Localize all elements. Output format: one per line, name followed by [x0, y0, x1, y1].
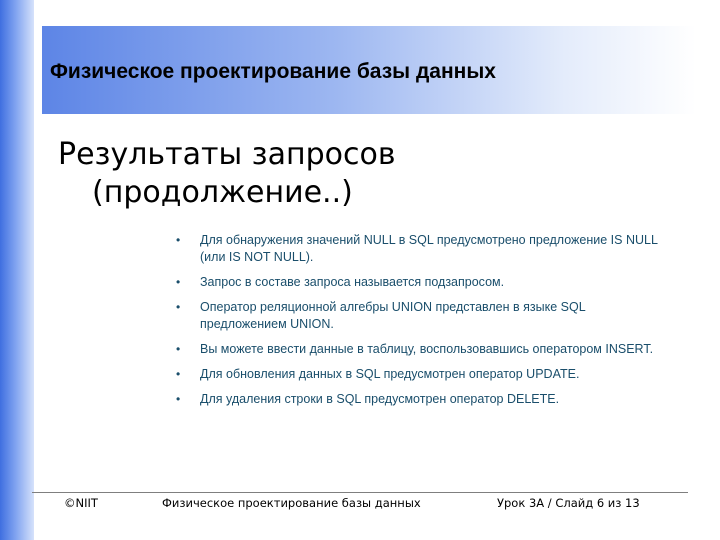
bullet-text: Для удаления строки в SQL предусмотрен оператор DELETE. [200, 392, 560, 406]
left-gradient-stripe [0, 0, 34, 540]
bullet-item [176, 232, 666, 266]
slide-title: Физическое проектирование базы данных [50, 60, 496, 83]
bullet-item [176, 341, 666, 358]
footer-course-title: Физическое проектирование базы данных [162, 496, 421, 510]
bullet-text: Для обновления данных в SQL предусмотрен оператор UPDATE. [200, 367, 580, 381]
bullet-text: Запрос в составе запроса называется подзапросом. [200, 275, 505, 289]
bullet-icon: • [176, 233, 181, 247]
bullet-item [176, 366, 666, 383]
footer-divider [32, 492, 688, 493]
heading-line-2: (продолжение..) [92, 175, 353, 210]
heading-line-1: Результаты запросов [58, 137, 396, 172]
bullet-item [176, 299, 666, 333]
bullet-icon: • [176, 275, 181, 289]
bullet-item [176, 391, 666, 408]
bullet-icon: • [176, 367, 181, 381]
footer-copyright: ©NIIT [64, 496, 98, 510]
bullet-item [176, 274, 666, 291]
bullet-text: Вы можете ввести данные в таблицу, воспользовавшись оператором INSERT. [200, 342, 654, 356]
bullet-text: Для обнаружения значений NULL в SQL предусмотрено предложение IS NULL (или IS NOT NULL). [200, 233, 658, 264]
footer-slide-number: Урок 3A / Слайд 6 из 13 [497, 496, 640, 510]
bullet-icon: • [176, 300, 181, 314]
bullet-icon: • [176, 392, 181, 406]
bullet-icon: • [176, 342, 181, 356]
slide-heading [58, 136, 618, 212]
bullet-list [176, 232, 666, 416]
bullet-text: Оператор реляционной алгебры UNION представлен в языке SQL предложением UNION. [200, 300, 586, 331]
